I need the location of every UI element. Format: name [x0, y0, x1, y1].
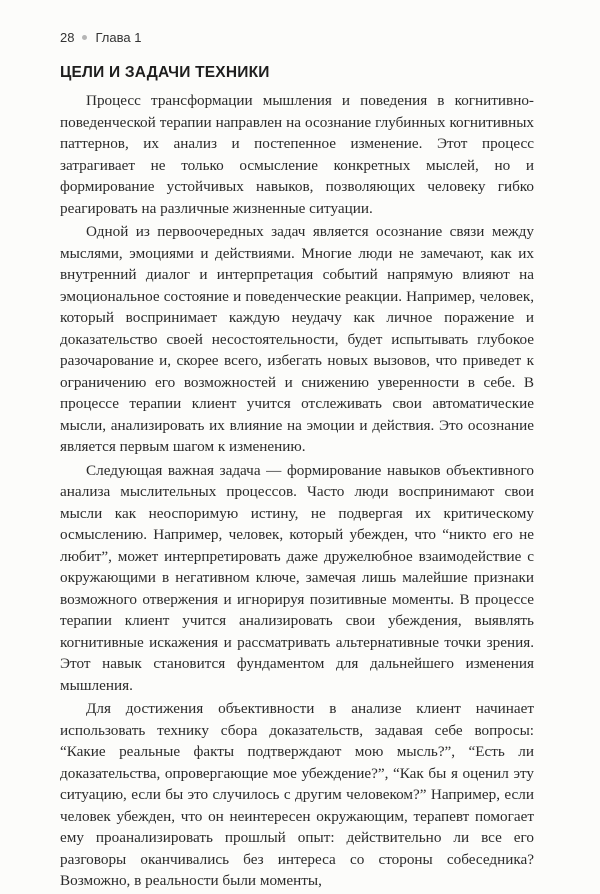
paragraph: Для достижения объективности в анализе клиент начинает использовать технику сбора доказательств, задавая себе вопросы: “Какие реальные факты подтверждают мою мысль?”, “Есть ли доказательства, опровергающие мое убеждение?”, “Как бы я оценил эту ситуацию, если бы это случилось с другим человеком?” Например, если человек убежден, что он неинтересен окружающим, терапевт помогает ему проанализировать прошлый опыт: действительно ли все его разговоры оканчивались без интереса со стороны собеседника? Возможно, в реальности были моменты, — [60, 700, 534, 889]
paragraph: Следующая важная задача — формирование навыков объективного анализа мыслительных процессов. Часто люди воспринимают свои мысли как неоспоримую истину, не подвергая их критическому осмыслению. Например, человек, который убежден, что “никто его не любит”, может интерпретировать даже дружелюбное взаимодействие с окружающими в негативном ключе, замечая лишь малейшие признаки возможного отвержения и игнорируя позитивные моменты. В процессе терапии клиент учится анализировать свои убеждения, выявлять когнитивные искажения и рассматривать альтернативные точки зрения. Этот навык становится фундаментом для дальнейшего изменения мышления. — [60, 461, 534, 694]
running-head — [60, 30, 141, 45]
bullet-separator-icon — [82, 35, 87, 40]
chapter-label: Глава 1 — [95, 30, 142, 45]
page-number: 28 — [60, 30, 75, 45]
body-text — [60, 90, 534, 894]
section-title: ЦЕЛИ И ЗАДАЧИ ТЕХНИКИ — [60, 64, 270, 81]
paragraph: Одной из первоочередных задач является осознание связи между мыслями, эмоциями и действиями. Многие люди не замечают, как их внутренний диалог и интерпретация событий напрямую влияют на эмоциональное состояние и поведенческие реакции. Например, человек, который воспринимает каждую неудачу как личное поражение и доказательство своей несостоятельности, будет испытывать глубокое разочарование и, скорее всего, избегать новых вызовов, что приведет к ограничению его возможностей и снижению уверенности в себе. В процессе терапии клиент учится отслеживать свои автоматические мысли, анализировать их влияние на эмоции и действия. Это осознание является первым шагом к изменению. — [60, 223, 534, 455]
paragraph: Процесс трансформации мышления и поведения в когнитивно-поведенческой терапии направлен на осознание глубинных когнитивных паттернов, их анализ и постепенное изменение. Этот процесс затрагивает не только осмысление конкретных мыслей, но и формирование устойчивых навыков, позволяющих человеку гибко реагировать на различные жизненные ситуации. — [60, 92, 534, 217]
